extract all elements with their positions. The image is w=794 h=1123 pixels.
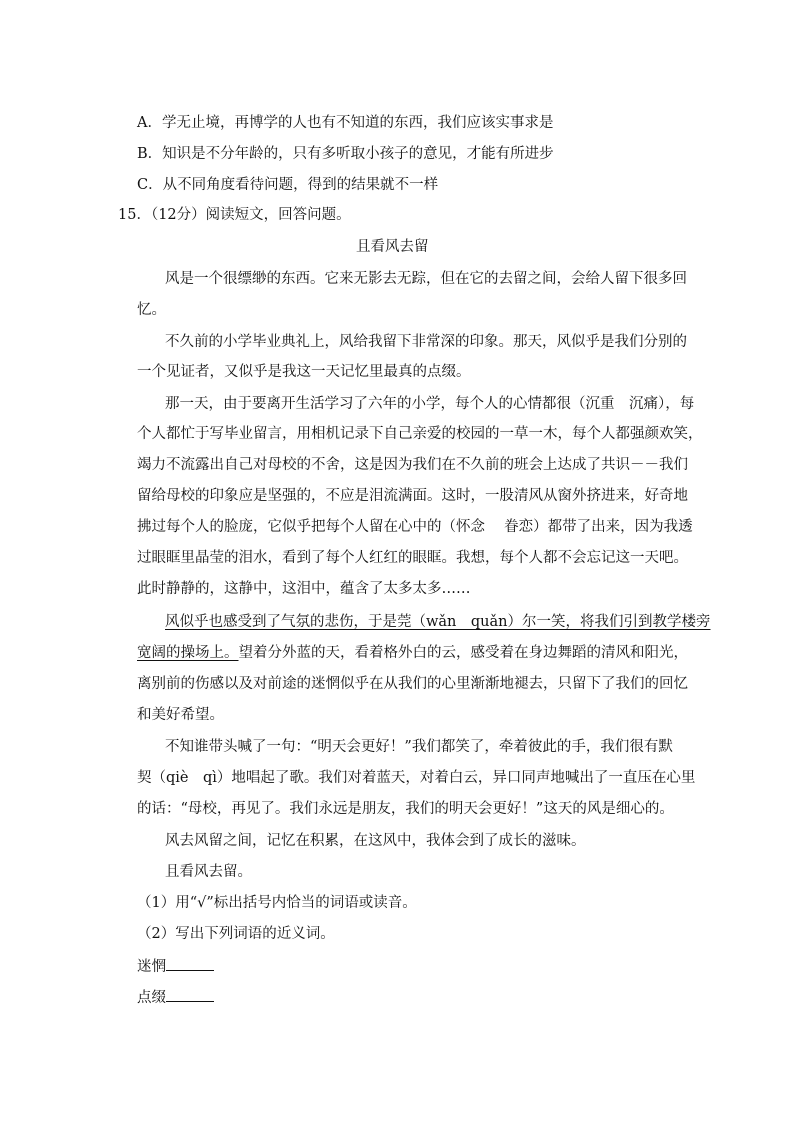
subquestion-2: （2）写出下列词语的近义词。: [137, 926, 335, 942]
synonym-item-2: 点缀: [137, 987, 214, 1008]
question-heading: 15．（12分）阅读短文，回答问题。: [118, 207, 351, 223]
subquestion-1: （1）用“√”标出括号内恰当的词语或读音。: [137, 895, 417, 911]
underlined-sentence: 风似乎也感受到了气氛的悲伤，于是莞（wǎn quǎn）尔一笑，将我们引到教学楼旁: [165, 614, 711, 630]
passage-title: 且看风去留: [356, 239, 429, 255]
synonym-item-1: 迷惘: [137, 956, 214, 977]
underlined-sentence-end: 宽阔的操场上。: [137, 645, 239, 661]
answer-blank[interactable]: [166, 956, 214, 971]
option-a: A．学无止境，再博学的人也有不知道的东西，我们应该实事求是: [137, 115, 554, 131]
paragraph-7: 且看风去留。: [165, 864, 252, 880]
option-b: B．知识是不分年龄的，只有多听取小孩子的意见，才能有所进步: [137, 146, 554, 162]
answer-blank[interactable]: [166, 987, 214, 1002]
option-c: C．从不同角度看待问题，得到的结果就不一样: [137, 177, 439, 193]
paragraph-6: 风去风留之间，记忆在积累，在这风中，我体会到了成长的滋味。: [165, 833, 586, 849]
